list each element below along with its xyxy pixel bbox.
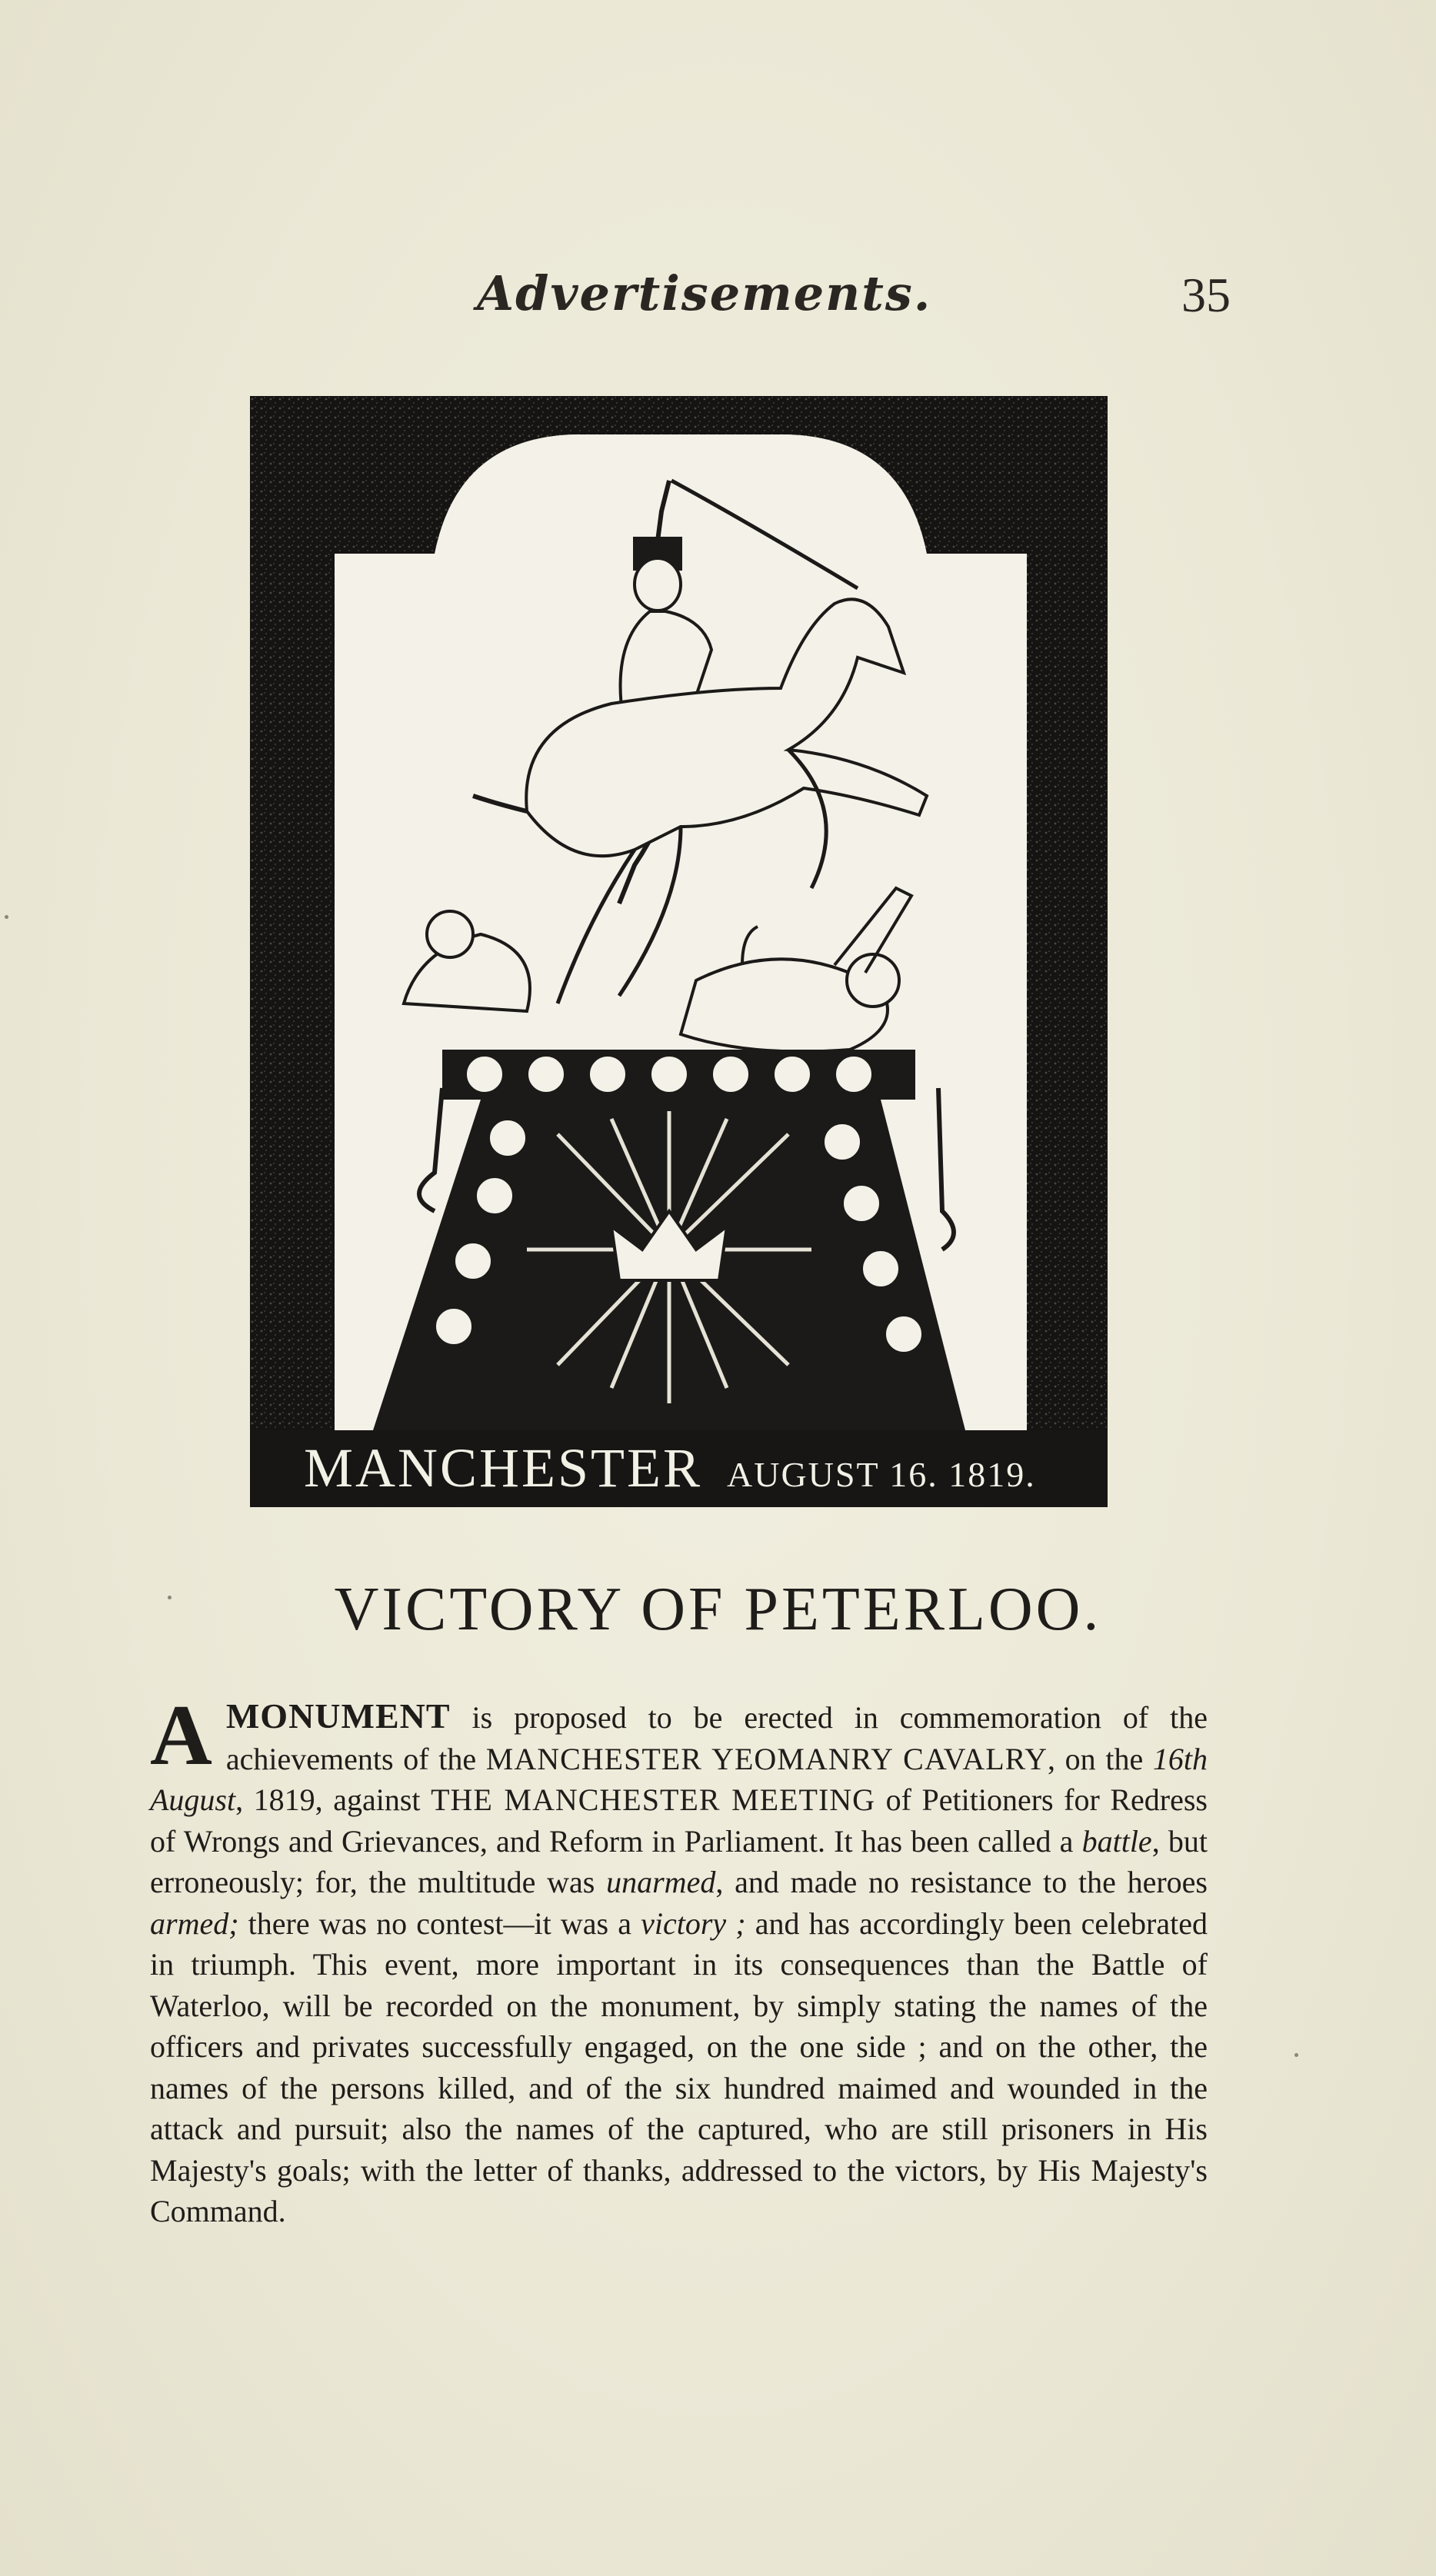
skull-icon: [835, 1056, 872, 1093]
skull-icon: [466, 1056, 503, 1093]
paper-speck: [1294, 2053, 1298, 2057]
skull-icon: [843, 1185, 880, 1222]
body-segment-italic: battle: [1081, 1823, 1152, 1859]
drop-cap: A: [150, 1688, 212, 1783]
running-title: Advertisements.: [477, 265, 932, 321]
woodcut-illustration: [250, 396, 1108, 1507]
body-segment: of Petitioners for Redress of Wrongs and Grievances, and Reform in Parliament. It has been called a: [150, 1782, 1208, 1859]
skull-icon: [885, 1316, 922, 1353]
body-segment: , 1819, against: [235, 1782, 431, 1817]
paper-speck: [5, 915, 8, 919]
caption-city: MANCHESTER: [304, 1437, 703, 1499]
skull-icon: [528, 1056, 565, 1093]
skull-icon: [651, 1056, 688, 1093]
body-segment: and has accordingly been celebrated in triumph. This event, more important in its consequences than the Battle of Waterloo, will be recorded on the monument, by simply stating the names of the officers and privates successfully engaged, on the one side ; and on the other, the names of the persons killed, and of the six hundred maimed and wounded in the attack and pursuit; also the names of the captured, who are still prisoners in His Majesty's goals; with the letter of thanks, addressed to the victors, by His Majesty's Command.: [150, 1905, 1208, 2228]
skull-icon: [589, 1056, 626, 1093]
body-segment: there was no contest—it was a: [238, 1905, 641, 1941]
skull-icon: [824, 1123, 861, 1160]
paper-speck: [168, 1596, 172, 1599]
page-number: 35: [1181, 268, 1231, 322]
body-segment-italic: armed;: [150, 1905, 239, 1941]
body-segment-italic: 16th August: [150, 1741, 1208, 1817]
skull-icon: [489, 1120, 526, 1157]
body-segment-italic: victory ;: [641, 1905, 746, 1941]
skull-icon: [455, 1243, 491, 1280]
body-segment-italic: unarmed: [606, 1865, 716, 1899]
body-segment: , and made no resistance to the heroes: [715, 1865, 1208, 1899]
skull-icon: [862, 1250, 899, 1287]
body-segment: is proposed to be erected in commemoration of the achievements of the: [225, 1700, 1208, 1776]
article-body: [150, 1688, 1208, 2232]
body-segment: , on the: [1048, 1741, 1153, 1776]
skull-icon: [435, 1308, 472, 1345]
lead-word: MONUMENT: [225, 1696, 451, 1736]
body-segment-smallcaps: THE MANCHESTER MEETING: [431, 1782, 876, 1817]
peterloo-woodcut: [250, 396, 1108, 1507]
skull-icon: [476, 1177, 513, 1214]
article-heading: VICTORY OF PETERLOO.: [334, 1576, 1102, 1643]
caption-date: AUGUST 16. 1819.: [727, 1455, 1036, 1494]
body-segment: , but erroneously; for, the multitude was: [150, 1823, 1208, 1899]
running-head: [0, 265, 1436, 327]
skull-icon: [774, 1056, 811, 1093]
body-segment-smallcaps: MANCHESTER YEOMANRY CAVALRY: [485, 1741, 1048, 1776]
skull-icon: [712, 1056, 749, 1093]
